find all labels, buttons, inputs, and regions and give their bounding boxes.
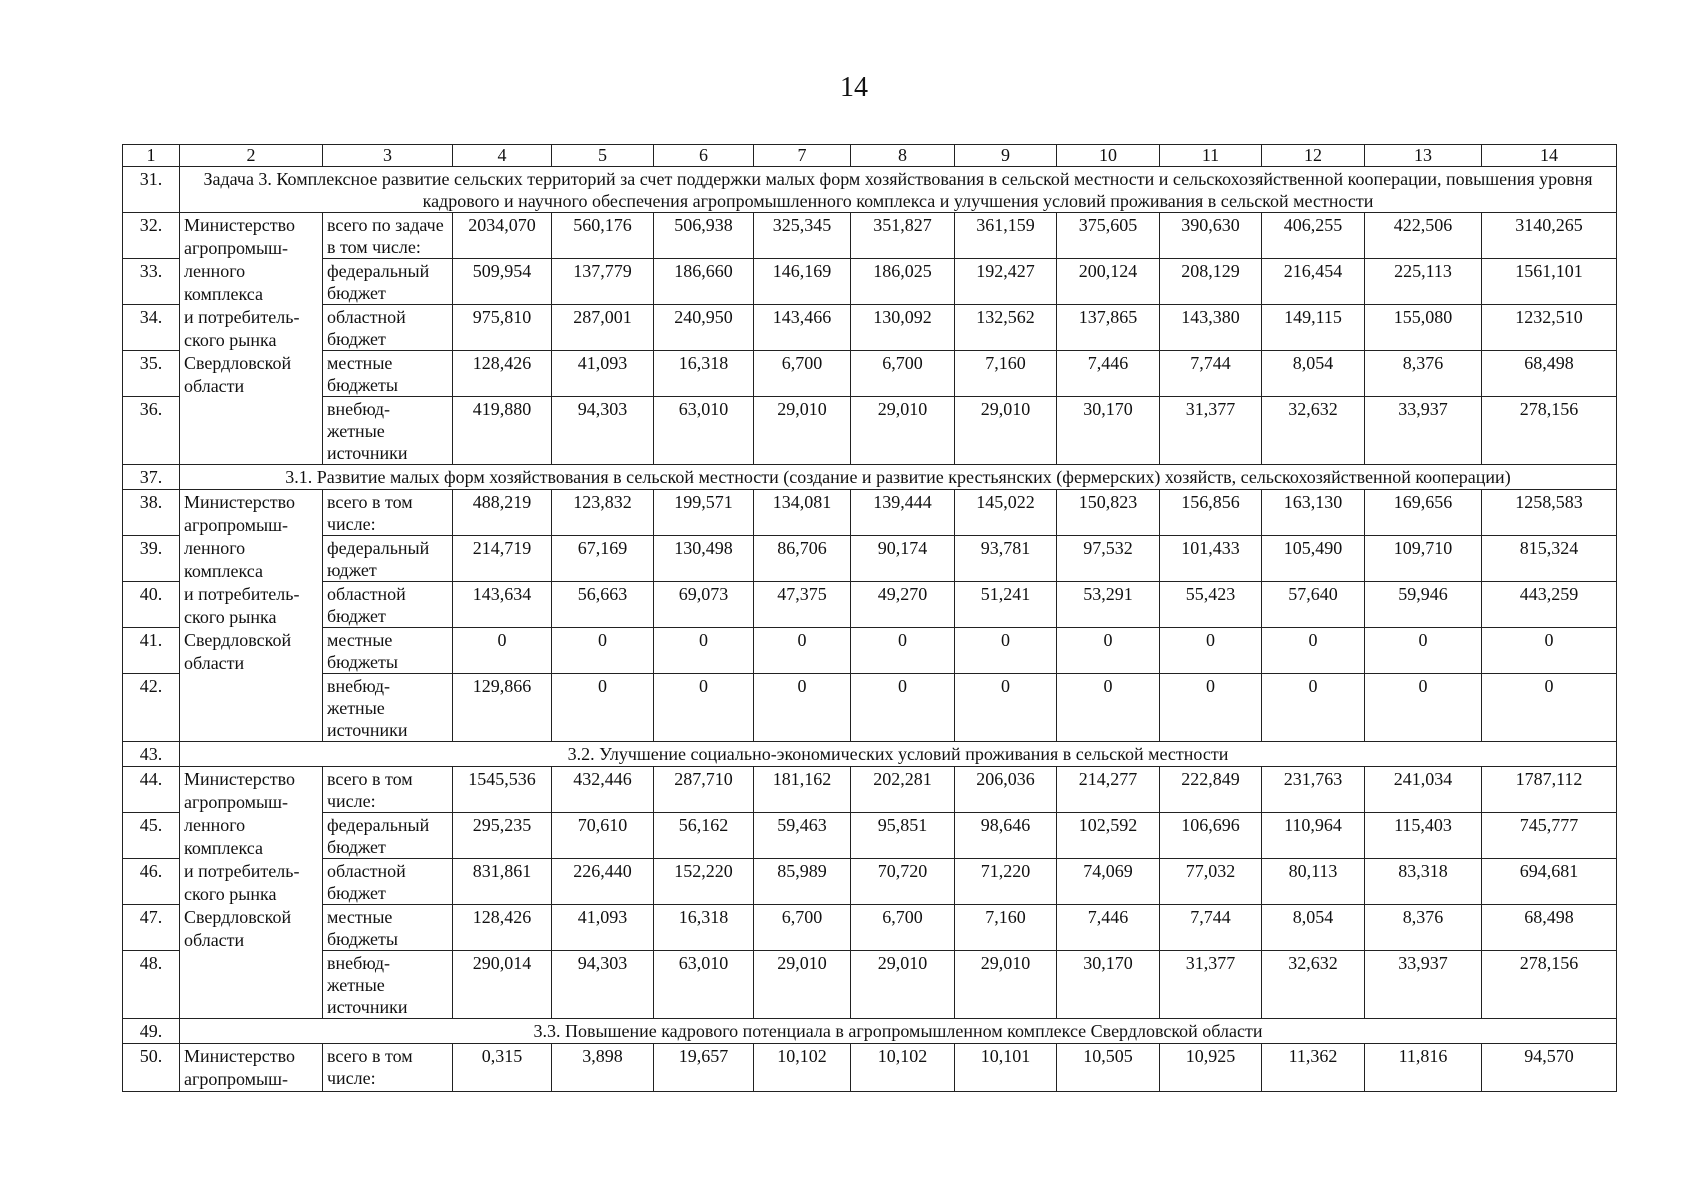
table-cell: 422,506 — [1365, 213, 1482, 259]
table-cell: 41,093 — [552, 351, 654, 397]
table-cell: 47,375 — [754, 582, 851, 628]
table-cell: 192,427 — [955, 259, 1057, 305]
table-cell: 33,937 — [1365, 397, 1482, 465]
table-cell: 56,162 — [654, 813, 754, 859]
page-number: 14 — [840, 72, 868, 103]
table-cell: 128,426 — [453, 351, 552, 397]
table-cell: 59,463 — [754, 813, 851, 859]
table-cell: 33,937 — [1365, 951, 1482, 1019]
table-row — [123, 951, 1617, 1019]
funding-source: федеральный юджет — [323, 536, 453, 582]
table-cell: 94,303 — [552, 397, 654, 465]
table-cell: 0 — [1057, 628, 1160, 674]
table-row — [123, 397, 1617, 465]
table-cell: 8,376 — [1365, 351, 1482, 397]
table-row — [123, 905, 1617, 951]
table-cell: 93,781 — [955, 536, 1057, 582]
row-number: 40. — [123, 582, 180, 628]
table-cell: 102,592 — [1057, 813, 1160, 859]
responsible-organization — [180, 1044, 323, 1092]
column-header: 7 — [754, 145, 851, 167]
table-cell: 29,010 — [754, 397, 851, 465]
table-cell: 8,054 — [1262, 351, 1365, 397]
table-cell: 29,010 — [955, 951, 1057, 1019]
row-number: 39. — [123, 536, 180, 582]
table-cell: 278,156 — [1482, 951, 1617, 1019]
table-cell: 488,219 — [453, 490, 552, 536]
section-title-row — [123, 167, 1617, 213]
row-number: 42. — [123, 674, 180, 742]
row-number: 34. — [123, 305, 180, 351]
table-cell: 106,696 — [1160, 813, 1262, 859]
table-cell: 8,376 — [1365, 905, 1482, 951]
table-cell: 115,403 — [1365, 813, 1482, 859]
table-cell: 0 — [654, 628, 754, 674]
table-row — [123, 213, 1617, 259]
table-cell: 0 — [552, 628, 654, 674]
column-header: 1 — [123, 145, 180, 167]
responsible-organization — [180, 767, 323, 1019]
table-cell: 129,866 — [453, 674, 552, 742]
organization-line: области — [184, 930, 245, 950]
table-cell: 241,034 — [1365, 767, 1482, 813]
table-row — [123, 628, 1617, 674]
table-cell: 1232,510 — [1482, 305, 1617, 351]
table-cell: 295,235 — [453, 813, 552, 859]
column-header-row — [123, 145, 1617, 167]
table-cell: 226,440 — [552, 859, 654, 905]
table-cell: 202,281 — [851, 767, 955, 813]
table-cell: 143,380 — [1160, 305, 1262, 351]
table-cell: 0 — [1365, 628, 1482, 674]
table-cell: 63,010 — [654, 951, 754, 1019]
table-cell: 214,277 — [1057, 767, 1160, 813]
column-header: 13 — [1365, 145, 1482, 167]
organization-line: агропромыш- — [184, 515, 289, 535]
funding-source: областной бюджет — [323, 582, 453, 628]
row-number: 36. — [123, 397, 180, 465]
table-cell: 6,700 — [851, 351, 955, 397]
table-cell: 390,630 — [1160, 213, 1262, 259]
table-cell: 0 — [1262, 628, 1365, 674]
organization-line: ского рынка — [184, 884, 277, 904]
table-cell: 240,950 — [654, 305, 754, 351]
row-number: 49. — [123, 1019, 180, 1044]
table-cell: 85,989 — [754, 859, 851, 905]
table-cell: 90,174 — [851, 536, 955, 582]
table-cell: 287,710 — [654, 767, 754, 813]
organization-line: Министерство — [184, 769, 295, 789]
row-number: 31. — [123, 167, 180, 213]
organization-line: Свердловской — [184, 353, 292, 373]
table-cell: 95,851 — [851, 813, 955, 859]
table-cell: 0 — [754, 628, 851, 674]
table-cell: 137,865 — [1057, 305, 1160, 351]
table-cell: 132,562 — [955, 305, 1057, 351]
table-cell: 0 — [955, 628, 1057, 674]
table-cell: 68,498 — [1482, 351, 1617, 397]
table-cell: 7,446 — [1057, 351, 1160, 397]
section-title: 3.1. Развитие малых форм хозяйствования в сельской местности (создание и развитие крестьянских (фермерских) хозяйств, сельскохозяйственной кооперации) — [180, 465, 1617, 490]
table-cell: 10,925 — [1160, 1044, 1262, 1092]
table-cell: 143,466 — [754, 305, 851, 351]
row-number: 44. — [123, 767, 180, 813]
organization-line: Министерство — [184, 215, 295, 235]
table-cell: 208,129 — [1160, 259, 1262, 305]
funding-source: всего в том числе: — [323, 490, 453, 536]
row-number: 32. — [123, 213, 180, 259]
column-header: 3 — [323, 145, 453, 167]
table-cell: 7,744 — [1160, 351, 1262, 397]
table-cell: 509,954 — [453, 259, 552, 305]
organization-line: комплекса — [184, 838, 263, 858]
table-cell: 815,324 — [1482, 536, 1617, 582]
table-cell: 7,446 — [1057, 905, 1160, 951]
table-cell: 186,025 — [851, 259, 955, 305]
organization-line: и потребитель- — [184, 861, 300, 881]
table-cell: 31,377 — [1160, 397, 1262, 465]
organization-line: области — [184, 653, 245, 673]
table-cell: 278,156 — [1482, 397, 1617, 465]
table-cell: 1545,536 — [453, 767, 552, 813]
funding-source: внебюд- жетные источники — [323, 674, 453, 742]
table-cell: 375,605 — [1057, 213, 1160, 259]
table-row — [123, 490, 1617, 536]
organization-line: ленного — [184, 538, 246, 558]
row-number: 41. — [123, 628, 180, 674]
table-cell: 745,777 — [1482, 813, 1617, 859]
row-number: 50. — [123, 1044, 180, 1092]
organization-line: агропромыш- — [184, 792, 289, 812]
table-cell: 169,656 — [1365, 490, 1482, 536]
column-header: 9 — [955, 145, 1057, 167]
table-cell: 16,318 — [654, 905, 754, 951]
funding-source: всего в том числе: — [323, 767, 453, 813]
table-cell: 0 — [1482, 628, 1617, 674]
table-cell: 694,681 — [1482, 859, 1617, 905]
table-cell: 0 — [654, 674, 754, 742]
row-number: 45. — [123, 813, 180, 859]
table-cell: 67,169 — [552, 536, 654, 582]
table-cell: 53,291 — [1057, 582, 1160, 628]
organization-line: комплекса — [184, 561, 263, 581]
organization-line: ского рынка — [184, 607, 277, 627]
table-cell: 97,532 — [1057, 536, 1160, 582]
table-cell: 49,270 — [851, 582, 955, 628]
table-cell: 200,124 — [1057, 259, 1160, 305]
funding-source: местные бюджеты — [323, 351, 453, 397]
table-cell: 560,176 — [552, 213, 654, 259]
table-cell: 134,081 — [754, 490, 851, 536]
table-cell: 975,810 — [453, 305, 552, 351]
row-number: 48. — [123, 951, 180, 1019]
table-cell: 3,898 — [552, 1044, 654, 1092]
table-cell: 181,162 — [754, 767, 851, 813]
table-cell: 361,159 — [955, 213, 1057, 259]
column-header: 5 — [552, 145, 654, 167]
table-row — [123, 767, 1617, 813]
column-header: 14 — [1482, 145, 1617, 167]
table-cell: 74,069 — [1057, 859, 1160, 905]
column-header: 8 — [851, 145, 955, 167]
table-cell: 29,010 — [851, 397, 955, 465]
table-cell: 3140,265 — [1482, 213, 1617, 259]
table-cell: 94,303 — [552, 951, 654, 1019]
table-cell: 123,832 — [552, 490, 654, 536]
table-cell: 231,763 — [1262, 767, 1365, 813]
table-row — [123, 674, 1617, 742]
column-header: 10 — [1057, 145, 1160, 167]
table-cell: 0 — [552, 674, 654, 742]
organization-line: Свердловской — [184, 907, 292, 927]
table-row — [123, 582, 1617, 628]
row-number: 38. — [123, 490, 180, 536]
table-cell: 0 — [1057, 674, 1160, 742]
table-cell: 10,101 — [955, 1044, 1057, 1092]
table-cell: 31,377 — [1160, 951, 1262, 1019]
table-cell: 19,657 — [654, 1044, 754, 1092]
table-cell: 0 — [1365, 674, 1482, 742]
row-number: 33. — [123, 259, 180, 305]
table-cell: 225,113 — [1365, 259, 1482, 305]
organization-line: и потребитель- — [184, 307, 300, 327]
organization-line: агропромыш- — [184, 238, 289, 258]
column-header: 6 — [654, 145, 754, 167]
column-header: 12 — [1262, 145, 1365, 167]
table-cell: 16,318 — [654, 351, 754, 397]
table-cell: 6,700 — [754, 905, 851, 951]
table-cell: 199,571 — [654, 490, 754, 536]
organization-line: комплекса — [184, 284, 263, 304]
organization-line: и потребитель- — [184, 584, 300, 604]
organization-line: Министерство — [184, 492, 295, 512]
section-title-row — [123, 1019, 1617, 1044]
column-header: 11 — [1160, 145, 1262, 167]
table-cell: 443,259 — [1482, 582, 1617, 628]
table-cell: 105,490 — [1262, 536, 1365, 582]
table-cell: 11,816 — [1365, 1044, 1482, 1092]
table-cell: 68,498 — [1482, 905, 1617, 951]
table-cell: 0 — [1160, 674, 1262, 742]
responsible-organization — [180, 490, 323, 742]
table-cell: 109,710 — [1365, 536, 1482, 582]
budget-table — [122, 144, 1617, 1092]
table-cell: 80,113 — [1262, 859, 1365, 905]
organization-line: ленного — [184, 261, 246, 281]
table-row — [123, 1044, 1617, 1092]
section-title: 3.2. Улучшение социально-экономических условий проживания в сельской местности — [180, 742, 1617, 767]
table-cell: 130,092 — [851, 305, 955, 351]
table-cell: 86,706 — [754, 536, 851, 582]
table-cell: 831,861 — [453, 859, 552, 905]
table-cell: 149,115 — [1262, 305, 1365, 351]
organization-line: Министерство — [184, 1046, 295, 1066]
organization-line: ского рынка — [184, 330, 277, 350]
section-title-row — [123, 465, 1617, 490]
table-row — [123, 813, 1617, 859]
table-cell: 110,964 — [1262, 813, 1365, 859]
table-cell: 30,170 — [1057, 397, 1160, 465]
table-cell: 56,663 — [552, 582, 654, 628]
funding-source: федеральный бюджет — [323, 259, 453, 305]
table-cell: 51,241 — [955, 582, 1057, 628]
table-cell: 32,632 — [1262, 951, 1365, 1019]
funding-source: местные бюджеты — [323, 628, 453, 674]
row-number: 46. — [123, 859, 180, 905]
table-cell: 83,318 — [1365, 859, 1482, 905]
row-number: 37. — [123, 465, 180, 490]
table-cell: 406,255 — [1262, 213, 1365, 259]
table-cell: 150,823 — [1057, 490, 1160, 536]
table-cell: 419,880 — [453, 397, 552, 465]
table-cell: 222,849 — [1160, 767, 1262, 813]
table-cell: 2034,070 — [453, 213, 552, 259]
table-row — [123, 259, 1617, 305]
funding-source: областной бюджет — [323, 859, 453, 905]
table-cell: 10,505 — [1057, 1044, 1160, 1092]
table-cell: 30,170 — [1057, 951, 1160, 1019]
table-cell: 57,640 — [1262, 582, 1365, 628]
section-title-row — [123, 742, 1617, 767]
funding-source: всего в том числе: — [323, 1044, 453, 1092]
table-cell: 41,093 — [552, 905, 654, 951]
organization-line: ленного — [184, 815, 246, 835]
funding-source: всего по задаче в том числе: — [323, 213, 453, 259]
table-cell: 214,719 — [453, 536, 552, 582]
table-row — [123, 859, 1617, 905]
table-cell: 163,130 — [1262, 490, 1365, 536]
table-row — [123, 351, 1617, 397]
section-title: Задача 3. Комплексное развитие сельских территорий за счет поддержки малых форм хозяйствования в сельской местности и сельскохозяйственной кооперации, повышения уровня кадрового и научного обеспечения агропромышленного комплекса и улучшения условий проживания в сельской местности — [180, 167, 1617, 213]
table-cell: 7,160 — [955, 351, 1057, 397]
table-cell: 8,054 — [1262, 905, 1365, 951]
column-header: 2 — [180, 145, 323, 167]
table-row — [123, 536, 1617, 582]
table-cell: 1561,101 — [1482, 259, 1617, 305]
table-cell: 29,010 — [851, 951, 955, 1019]
table-cell: 32,632 — [1262, 397, 1365, 465]
table-cell: 69,073 — [654, 582, 754, 628]
table-cell: 0 — [1160, 628, 1262, 674]
table-cell: 216,454 — [1262, 259, 1365, 305]
table-cell: 156,856 — [1160, 490, 1262, 536]
funding-source: внебюд- жетные источники — [323, 951, 453, 1019]
row-number: 35. — [123, 351, 180, 397]
table-cell: 10,102 — [754, 1044, 851, 1092]
table-cell: 1787,112 — [1482, 767, 1617, 813]
table-cell: 0 — [851, 674, 955, 742]
funding-source: местные бюджеты — [323, 905, 453, 951]
row-number: 47. — [123, 905, 180, 951]
table-cell: 59,946 — [1365, 582, 1482, 628]
table-cell: 206,036 — [955, 767, 1057, 813]
table-cell: 11,362 — [1262, 1044, 1365, 1092]
funding-source: областной бюджет — [323, 305, 453, 351]
table-cell: 0,315 — [453, 1044, 552, 1092]
funding-source: внебюд- жетные источники — [323, 397, 453, 465]
table-cell: 70,610 — [552, 813, 654, 859]
table-cell: 7,160 — [955, 905, 1057, 951]
table-cell: 130,498 — [654, 536, 754, 582]
section-title: 3.3. Повышение кадрового потенциала в агропромышленном комплексе Свердловской области — [180, 1019, 1617, 1044]
table-cell: 152,220 — [654, 859, 754, 905]
table-cell: 6,700 — [851, 905, 955, 951]
table-cell: 146,169 — [754, 259, 851, 305]
funding-source: федеральный бюджет — [323, 813, 453, 859]
organization-line: Свердловской — [184, 630, 292, 650]
table-cell: 98,646 — [955, 813, 1057, 859]
table-cell: 145,022 — [955, 490, 1057, 536]
table-cell: 71,220 — [955, 859, 1057, 905]
table-cell: 101,433 — [1160, 536, 1262, 582]
table-cell: 1258,583 — [1482, 490, 1617, 536]
column-header: 4 — [453, 145, 552, 167]
table-cell: 351,827 — [851, 213, 955, 259]
table-cell: 29,010 — [754, 951, 851, 1019]
table-cell: 290,014 — [453, 951, 552, 1019]
table-cell: 139,444 — [851, 490, 955, 536]
table-cell: 10,102 — [851, 1044, 955, 1092]
organization-line: области — [184, 376, 245, 396]
table-cell: 63,010 — [654, 397, 754, 465]
table-cell: 506,938 — [654, 213, 754, 259]
table-cell: 7,744 — [1160, 905, 1262, 951]
table-cell: 94,570 — [1482, 1044, 1617, 1092]
table-cell: 325,345 — [754, 213, 851, 259]
table-cell: 77,032 — [1160, 859, 1262, 905]
table-cell: 137,779 — [552, 259, 654, 305]
row-number: 43. — [123, 742, 180, 767]
table-cell: 143,634 — [453, 582, 552, 628]
table-cell: 70,720 — [851, 859, 955, 905]
table-row — [123, 305, 1617, 351]
table-cell: 29,010 — [955, 397, 1057, 465]
table-cell: 6,700 — [754, 351, 851, 397]
table-cell: 186,660 — [654, 259, 754, 305]
table-cell: 0 — [1482, 674, 1617, 742]
table-cell: 432,446 — [552, 767, 654, 813]
table-cell: 0 — [851, 628, 955, 674]
table-cell: 0 — [754, 674, 851, 742]
table-cell: 55,423 — [1160, 582, 1262, 628]
organization-line: агропромыш- — [184, 1069, 289, 1089]
responsible-organization — [180, 213, 323, 465]
table-cell: 128,426 — [453, 905, 552, 951]
table-cell: 287,001 — [552, 305, 654, 351]
table-cell: 0 — [955, 674, 1057, 742]
table-cell: 0 — [453, 628, 552, 674]
table-cell: 155,080 — [1365, 305, 1482, 351]
table-cell: 0 — [1262, 674, 1365, 742]
